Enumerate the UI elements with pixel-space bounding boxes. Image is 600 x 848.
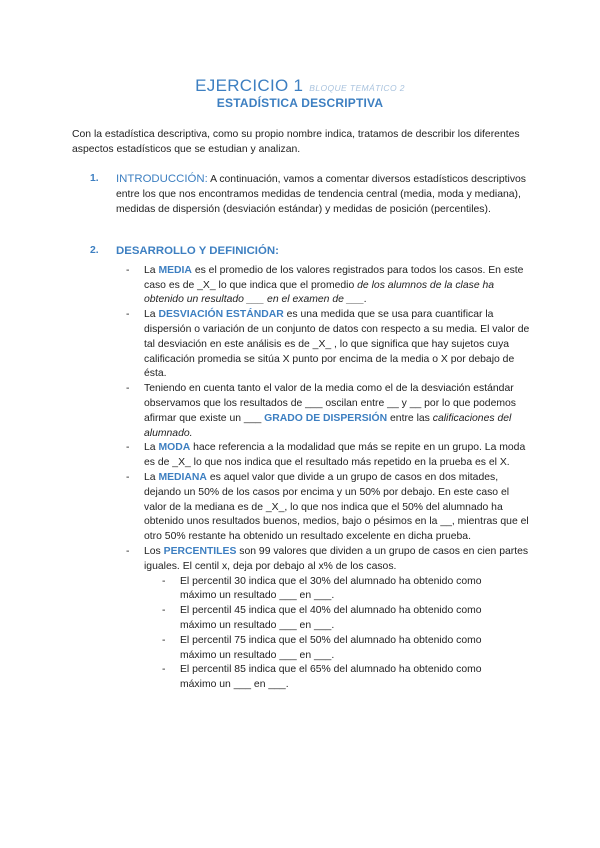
text: La (144, 309, 159, 321)
list-item-mediana (144, 471, 530, 545)
keyword-dispersion: GRADO DE DISPERSIÓN (264, 412, 388, 424)
italic-text: calificaciones del alumnado. (144, 412, 512, 439)
list-item-dispersion (144, 382, 530, 441)
list-item-percentiles (144, 545, 530, 693)
text: La (144, 471, 159, 483)
section-text: A continuación, vamos a comentar diversos estadísticos descriptivos entre los que nos encontramos medidas de tendencia central (media, moda y mediana), medidas de dispersión (desviación estándar) y medidas de posición (percentiles). (116, 174, 526, 215)
text: es una medida que se usa para cuantificar la dispersión o variación de un conjunto de datos con respecto a su media. El valor de tal desviación en este análisis es de _X_ , lo que significa que hay sujetos cuya calificación promedia se sitúa X punto por encima de la media o X por debajo de ésta. (144, 309, 530, 380)
text: son 99 valores que dividen a un grupo de casos en cien partes iguales. El centil x, deja por debajo al x% de los casos. (144, 545, 529, 572)
definitions-list (144, 264, 530, 693)
text: hace referencia a la modalidad que más se repite en un grupo. La moda es de _X_ lo que nos indica que el resultado más repetido en la prueba es el X. (144, 442, 526, 469)
list-item-moda (144, 441, 530, 471)
text: es aquel valor que divide a un grupo de casos en dos mitades, dejando un 50% de los casos por encima y un 50% por debajo. En este caso el valor de la mediana es de _X_, lo que nos indica que el 50% del alumnado ha obtenido unos resultados buenos, medios, bajo o pésimos en la __, mientras que el otro 50% restante ha obtenido un resultado excelente en dicha prueba. (144, 471, 529, 543)
keyword-percentiles: PERCENTILES (163, 545, 237, 557)
list-item-desviacion (144, 308, 530, 382)
intro-paragraph: Con la estadística descriptiva, como su propio nombre indica, tratamos de describir los diferentes aspectos estadísticos que se estudian y analizan. (72, 129, 520, 155)
keyword-mediana: MEDIANA (158, 471, 207, 483)
percentiles-sublist (180, 575, 520, 693)
section-desarrollo (90, 244, 530, 693)
section-introduccion (90, 172, 528, 217)
section-number: 1. (90, 173, 99, 184)
sublist-item: - El percentil 75 indica que el 50% del alumnado ha obtenido como máximo un resultado ___ en ___. (180, 634, 520, 664)
page-subtitle: ESTADÍSTICA DESCRIPTIVA (216, 96, 384, 110)
sublist-item: - El percentil 45 indica que el 40% del alumnado ha obtenido como máximo un resultado ___ en ___. (180, 604, 520, 634)
title-tag: BLOQUE TEMÁTICO 2 (309, 83, 405, 93)
keyword-desviacion: DESVIACIÓN ESTÁNDAR (158, 309, 284, 321)
keyword-media: MEDIA (158, 264, 192, 276)
text: La (144, 442, 159, 454)
section-number: 2. (90, 245, 99, 256)
text: es el promedio de los valores registrados para todos los casos. En este caso es de _X_ lo que indica que el promedio (144, 264, 524, 291)
italic-text: de los alumnos de la clase ha obtenido un resultado ___ en el examen de ___. (144, 279, 495, 306)
text: Los (144, 545, 164, 557)
sublist-item: - El percentil 85 indica que el 65% del alumnado ha obtenido como máximo un ___ en ___. (180, 663, 520, 693)
sublist-item: - El percentil 30 indica que el 30% del alumnado ha obtenido como máximo un resultado ___ en ___. (180, 575, 520, 605)
keyword-moda: MODA (158, 442, 191, 454)
text: Teniendo en cuenta tanto el valor de la media como el de la desviación estándar observamos que los resultados de ___ oscilan entre __ y __ por lo que podemos afirmar que existe un ___ (144, 383, 516, 424)
exercise-title (0, 76, 600, 96)
section-heading: INTRODUCCIÓN: (116, 173, 208, 185)
text: entre las (387, 412, 433, 424)
text: La (144, 264, 159, 276)
list-item-media (144, 264, 530, 308)
section-heading: DESARROLLO Y DEFINICIÓN: (116, 245, 279, 257)
title-main: EJERCICIO 1 (195, 76, 304, 95)
